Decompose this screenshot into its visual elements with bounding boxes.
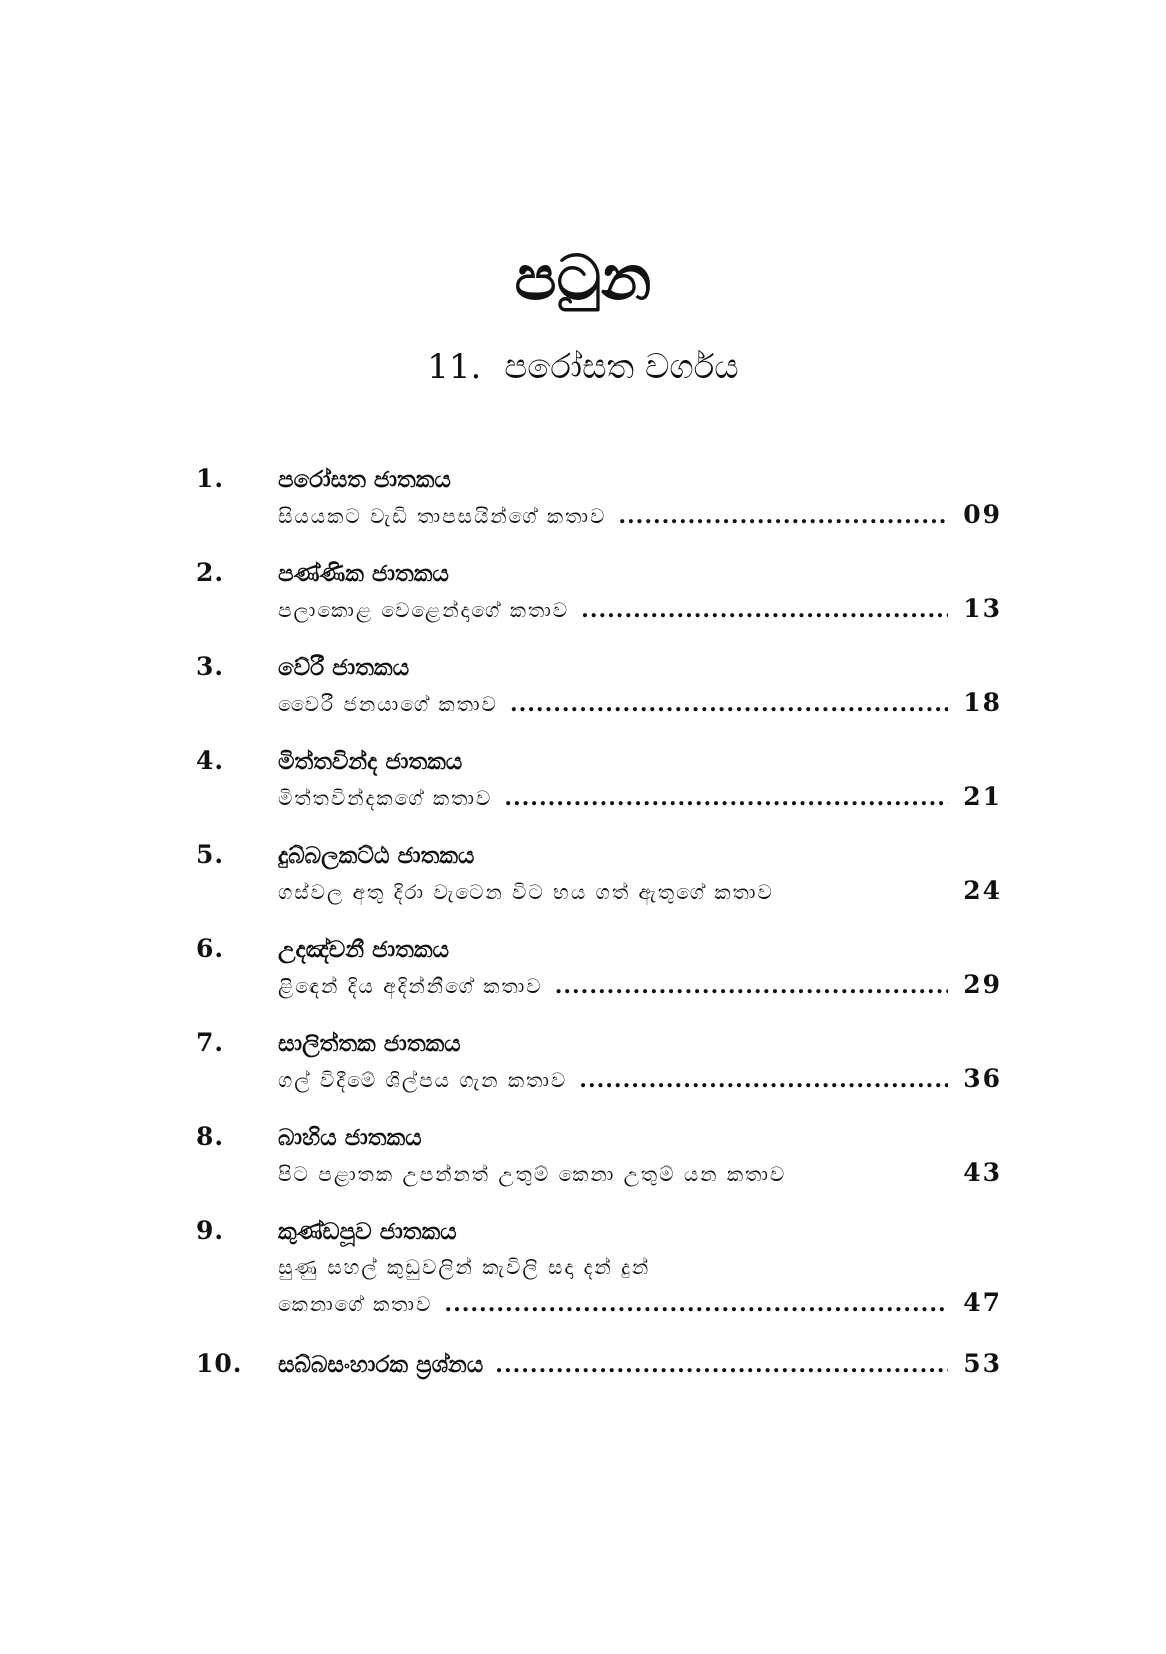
section-title: පරෝසත වර්ගය: [504, 347, 739, 387]
entry-story: පිට පළාතක උපන්නත් උතුම් කෙනා උතුම් යන කතාව: [278, 1162, 787, 1186]
entry-heading[interactable]: උදඤ්චනී ජාතකය: [278, 937, 450, 963]
page-number: 13: [963, 594, 1002, 623]
entry-story: ගස්වල අතු දිරා වැටෙන විට භය ගත් ඇතුගේ කතාව: [278, 880, 774, 904]
page-number: 18: [963, 688, 1002, 717]
page-number: 24: [963, 876, 1002, 905]
section-number: 11.: [427, 347, 482, 387]
entry-story: සියයකට වැඩි තාපසයින්ගේ කතාව: [278, 504, 607, 528]
page-number: 21: [963, 782, 1002, 811]
toc-entry: [196, 1344, 1002, 1384]
entry-heading[interactable]: බාහිය ජාතකය: [278, 1125, 422, 1151]
table-of-contents: [196, 462, 1002, 1406]
entry-number: 5.: [196, 840, 225, 869]
entry-heading[interactable]: සබ්බසංහාරක ප්‍රශ්නය: [278, 1352, 484, 1378]
toc-entry: [196, 650, 1002, 722]
entry-heading[interactable]: පණ්ණික ජාතකය: [278, 561, 449, 587]
entry-number: 1.: [196, 464, 225, 493]
page-number: 43: [963, 1158, 1002, 1187]
toc-entry: [196, 1120, 1002, 1192]
page-title: පටුන: [514, 241, 652, 314]
page-number: 36: [963, 1064, 1002, 1093]
toc-entry: [196, 1026, 1002, 1098]
entry-heading[interactable]: සාලිත්තක ජාතකය: [278, 1031, 461, 1057]
toc-entry: [196, 1214, 1002, 1322]
toc-entry: [196, 744, 1002, 816]
toc-entry: [196, 556, 1002, 628]
entry-number: 6.: [196, 934, 225, 963]
dot-leader: [579, 1061, 948, 1099]
page-number: 29: [963, 970, 1002, 999]
toc-entry: [196, 838, 1002, 910]
entry-number: 7.: [196, 1028, 225, 1057]
entry-story: ගල් විදීමේ ශිල්පය ගැන කතාව: [278, 1068, 568, 1092]
entry-number: 4.: [196, 746, 225, 775]
page-number: 53: [963, 1349, 1002, 1378]
dot-leader: [444, 1285, 948, 1323]
entry-heading[interactable]: කුණ්ඩපූව ජාතකය: [278, 1219, 457, 1245]
entry-story-line-2: කෙනාගේ කතාව: [278, 1292, 433, 1316]
dot-leader: [495, 1345, 948, 1385]
toc-entry: [196, 932, 1002, 1004]
entry-heading[interactable]: පරෝසත ජාතකය: [278, 467, 451, 493]
toc-entry: [196, 462, 1002, 534]
dot-leader: [504, 779, 948, 817]
page-number: 47: [963, 1288, 1002, 1317]
entry-story-line-1: සුණු සහල් කුඩුවලින් කැවිලි සදා දන් දුන්: [278, 1255, 651, 1279]
section-subtitle: [0, 345, 1166, 389]
entry-number: 9.: [196, 1216, 225, 1245]
dot-leader: [555, 967, 948, 1005]
entry-story: පලාකොළ වෙළෙන්දාගේ කතාව: [278, 598, 570, 622]
entry-story: මිත්තවින්දකගේ කතාව: [278, 786, 493, 810]
entry-number: 2.: [196, 558, 225, 587]
dot-leader: [618, 497, 948, 535]
entry-number: 3.: [196, 652, 225, 681]
entry-heading[interactable]: වේරී ජාතකය: [278, 655, 410, 681]
page-number: 09: [963, 500, 1002, 529]
entry-heading[interactable]: දුබ්බලකට්ඨ ජාතකය: [278, 843, 475, 869]
dot-leader: [510, 685, 948, 723]
entry-heading[interactable]: මිත්තවින්ද ජාතකය: [278, 749, 463, 775]
entry-story: ළිඳෙන් දිය අදින්නීගේ කතාව: [278, 974, 543, 998]
entry-story: වෛරී ජනයාගේ කතාව: [278, 692, 498, 716]
entry-number: 8.: [196, 1122, 225, 1151]
entry-number: 10.: [196, 1349, 243, 1378]
dot-leader: [581, 591, 948, 629]
